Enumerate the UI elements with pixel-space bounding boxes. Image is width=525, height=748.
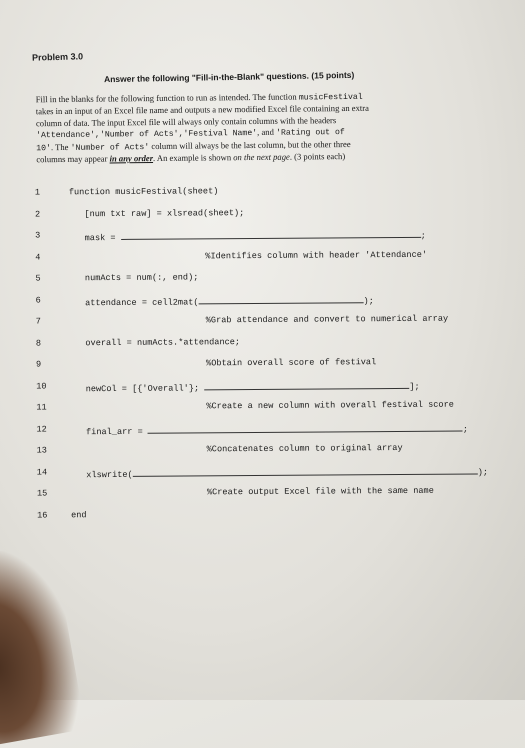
code-statement: function musicFestival(sheet) bbox=[68, 186, 219, 198]
code-line bbox=[35, 206, 475, 231]
code-comment: %Create output Excel file with the same name bbox=[206, 485, 434, 498]
code-line bbox=[36, 378, 476, 403]
desc-text: . (3 points each) bbox=[289, 151, 346, 162]
fill-in-blank[interactable] bbox=[121, 228, 421, 240]
desc-text: . The bbox=[50, 141, 71, 152]
line-number: 16 bbox=[37, 509, 48, 521]
code-text bbox=[71, 464, 488, 480]
function-name: musicFestival bbox=[298, 92, 363, 103]
line-number: 4 bbox=[35, 252, 41, 263]
desc-text: takes in an input of an Excel file name and outputs a new modified Excel file containing an extra bbox=[35, 103, 369, 117]
code-line bbox=[35, 249, 475, 274]
code-statement: newCol = [{'Overall'}; bbox=[70, 382, 205, 394]
desc-text: columns may appear bbox=[36, 153, 110, 165]
code-text bbox=[69, 228, 426, 243]
header-names: 'Attendance','Number of Acts','Festival Name' bbox=[36, 129, 258, 141]
code-terminator: ); bbox=[477, 466, 489, 477]
code-line bbox=[35, 184, 475, 209]
code-text bbox=[70, 378, 420, 393]
code-statement: overall = numActs.*attendance; bbox=[69, 336, 241, 348]
problem-description bbox=[36, 90, 469, 166]
code-line bbox=[37, 485, 477, 510]
line-number: 10 bbox=[36, 380, 47, 392]
emphasis-text: in any order bbox=[109, 153, 154, 164]
code-statement: [num txt raw] = xlsread(sheet); bbox=[68, 207, 245, 219]
code-statement: attendance = cell2mat( bbox=[69, 296, 199, 308]
code-text bbox=[70, 421, 468, 437]
code-line bbox=[36, 313, 476, 338]
code-comment: %Create a new column with overall festival score bbox=[206, 399, 454, 412]
desc-text: Fill in the blanks for the following function to run as intended. The function bbox=[35, 91, 299, 105]
code-terminator: ; bbox=[462, 424, 469, 435]
desc-text: column will always be the last column, but the other three bbox=[149, 138, 351, 151]
line-number: 14 bbox=[36, 466, 48, 478]
code-statement: end bbox=[71, 509, 87, 520]
line-number: 2 bbox=[34, 209, 41, 220]
code-line bbox=[37, 507, 477, 532]
line-number: 1 bbox=[34, 187, 41, 198]
line-number: 11 bbox=[36, 402, 47, 413]
code-comment: %Grab attendance and convert to numerical array bbox=[205, 313, 449, 326]
desc-text: . An example is shown bbox=[152, 152, 234, 164]
line-number: 12 bbox=[36, 423, 47, 435]
code-terminator: ; bbox=[420, 230, 426, 241]
code-line bbox=[35, 227, 475, 252]
line-number: 5 bbox=[35, 273, 41, 284]
code-listing bbox=[34, 184, 489, 531]
code-line bbox=[36, 399, 476, 424]
header-names: 10' bbox=[36, 143, 52, 153]
instructions-heading: Answer the following "Fill-in-the-Blank" questions. (15 points) bbox=[103, 69, 355, 85]
fill-in-blank[interactable] bbox=[204, 378, 409, 389]
code-text bbox=[69, 272, 198, 283]
code-text bbox=[70, 293, 374, 308]
desc-text: column of data. The input Excel file will always only contain columns with the headers bbox=[35, 114, 337, 129]
line-number: 13 bbox=[36, 445, 48, 456]
fill-in-blank[interactable] bbox=[133, 464, 478, 476]
code-text bbox=[70, 337, 240, 348]
line-number: 6 bbox=[35, 295, 41, 306]
code-statement: mask = bbox=[69, 232, 121, 244]
code-comment: %Concatenates column to original array bbox=[206, 442, 403, 455]
line-number: 8 bbox=[35, 338, 42, 349]
code-text bbox=[69, 208, 244, 219]
code-line bbox=[36, 335, 476, 360]
code-line bbox=[36, 292, 476, 317]
header-names: 'Number of Acts' bbox=[70, 142, 150, 153]
code-statement: xlswrite( bbox=[70, 469, 133, 480]
header-names: 'Rating out of bbox=[275, 128, 345, 138]
emphasis-text: on the next page bbox=[233, 151, 290, 163]
line-number: 7 bbox=[35, 316, 41, 327]
code-line bbox=[37, 442, 477, 467]
line-number: 3 bbox=[35, 230, 41, 241]
desc-text: , and bbox=[257, 126, 277, 138]
code-line bbox=[36, 421, 476, 446]
line-number: 9 bbox=[36, 359, 42, 370]
code-statement: final_arr = bbox=[70, 426, 148, 437]
code-line bbox=[36, 464, 489, 489]
code-terminator: ); bbox=[363, 295, 374, 306]
fill-in-blank[interactable] bbox=[198, 293, 363, 304]
fill-in-blank[interactable] bbox=[148, 421, 463, 433]
code-line bbox=[35, 270, 475, 295]
problem-label: Problem 3.0 bbox=[31, 51, 84, 63]
code-terminator: ]; bbox=[409, 381, 420, 392]
code-line bbox=[36, 356, 476, 381]
code-comment: %Obtain overall score of festival bbox=[206, 357, 377, 369]
code-comment: %Identifies column with header 'Attendance' bbox=[205, 249, 428, 261]
code-statement: numActs = num(:, end); bbox=[69, 272, 199, 284]
code-text bbox=[71, 510, 87, 520]
line-number: 15 bbox=[36, 488, 48, 499]
code-text bbox=[69, 186, 219, 197]
